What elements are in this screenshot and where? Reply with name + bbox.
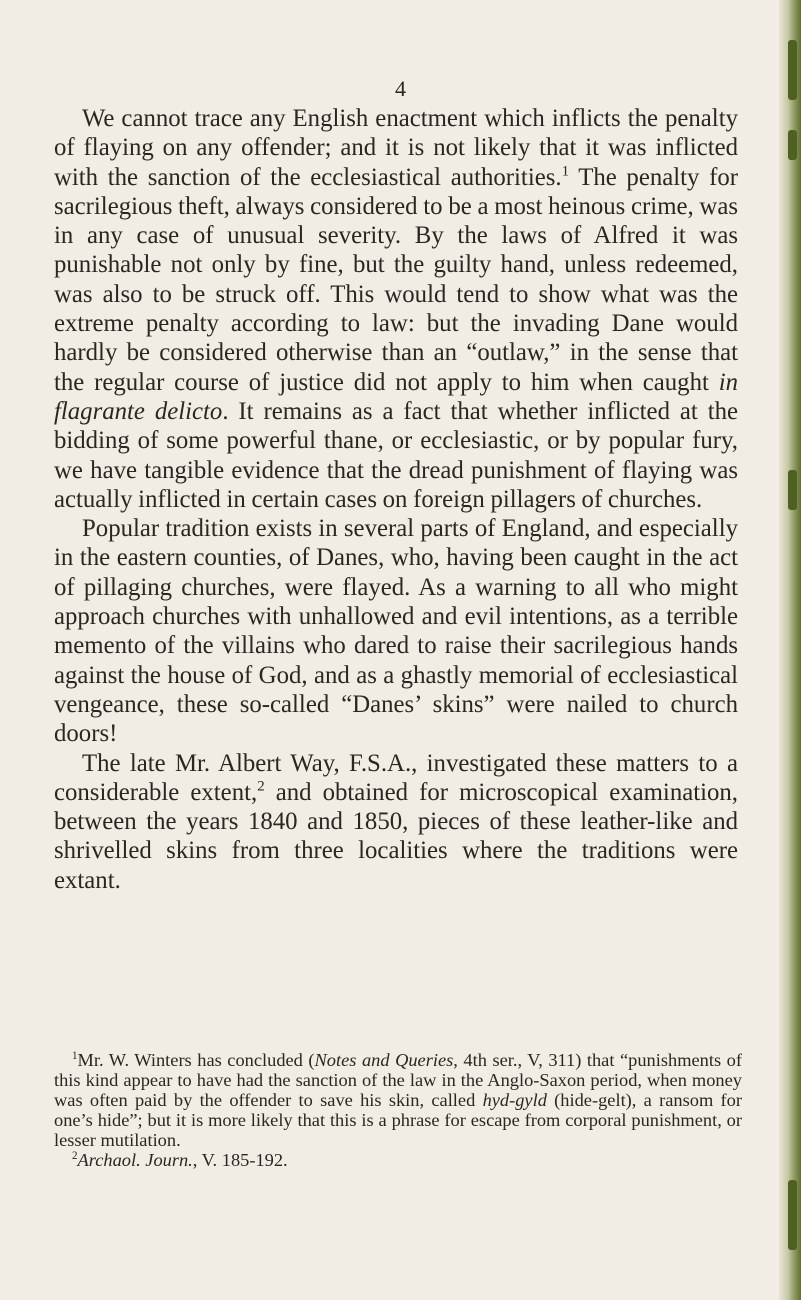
text-run: Popular tradition exists in several parts of England, and especially in the eastern counties, of Danes, who, having been caught in the act of pillaging churches, were flayed. As a warning to all who might approach churches with unhallowed and evil intentions, as a terrible memento of the villains who dared to raise their sacrilegious hands against the house of God, and as a ghastly memorial of ecclesiastical vengeance, these so-called “Danes’ skins” were nailed to church doors! [54,515,738,748]
italic-text: Archaol. Journ. [77,1150,193,1170]
spine-mark [788,130,797,160]
text-run: (hide-gelt), a ransom for one’s hide”; but it is more likely that this is a phrase for escape from corporal punishment, or lesser mutilation. [54,1090,742,1150]
footnote-marker: 1 [561,163,570,180]
body-text [54,104,738,895]
paragraph-2 [54,514,738,748]
spine-mark [788,40,797,100]
italic-text: in flagrante delicto [54,368,738,425]
footnotes [54,1050,742,1170]
paragraph-1 [54,104,738,514]
book-spine-edge [779,0,801,1300]
text-run: We cannot trace any English enactment which inflicts the penalty of flaying on any offender; and it is not likely that it was inflicted with the sanction of the ecclesiastical authorities. [54,105,738,191]
text-run: Mr. W. Winters has concluded ( [77,1050,315,1070]
italic-text: hyd-gyld [482,1090,547,1110]
text-run: , V. 185-192. [192,1150,288,1170]
text-run: and obtained for microscopical examination, between the years 1840 and 1850, pieces of these leather-like and shrivelled skins from three localities where the traditions were extant. [54,778,738,894]
text-run: The penalty for sacrilegious theft, always considered to be a most heinous crime, was in any case of unusual severity. By the laws of Alfred it was punishable not only by fine, but the guilty hand, unless redeemed, was also to be struck off. This would tend to show what was the extreme penalty according to law: but the invading Dane would hardly be considered otherwise than an “outlaw,” in the sense that the regular course of justice did not apply to him when caught [54,163,738,396]
text-run: , 4th ser., V, 311) that “punishments of this kind appear to have had the sanction of the law in the Anglo-Saxon period, when money was often paid by the offender to save his skin, called [54,1050,742,1110]
italic-text: Notes and Queries [314,1050,454,1070]
page-number: 4 [395,76,406,101]
footnote-marker: 1 [72,1049,78,1062]
footnote-marker: 2 [257,778,265,795]
paragraph-3 [54,749,738,895]
footnote-marker: 2 [72,1149,78,1162]
text-run: The late Mr. Albert Way, F.S.A., investigated these matters to a considerable extent, [54,749,738,806]
footnote-1 [54,1050,742,1150]
footnote-2 [54,1150,742,1170]
spine-mark [788,1180,797,1250]
text-run: . It remains as a fact that whether inflicted at the bidding of some powerful thane, or ecclesiastic, or by popular fury, we have tangible evidence that the dread punishment of flaying was actually inflicted in certain cases on foreign pillagers of churches. [54,397,738,513]
spine-mark [788,470,797,510]
